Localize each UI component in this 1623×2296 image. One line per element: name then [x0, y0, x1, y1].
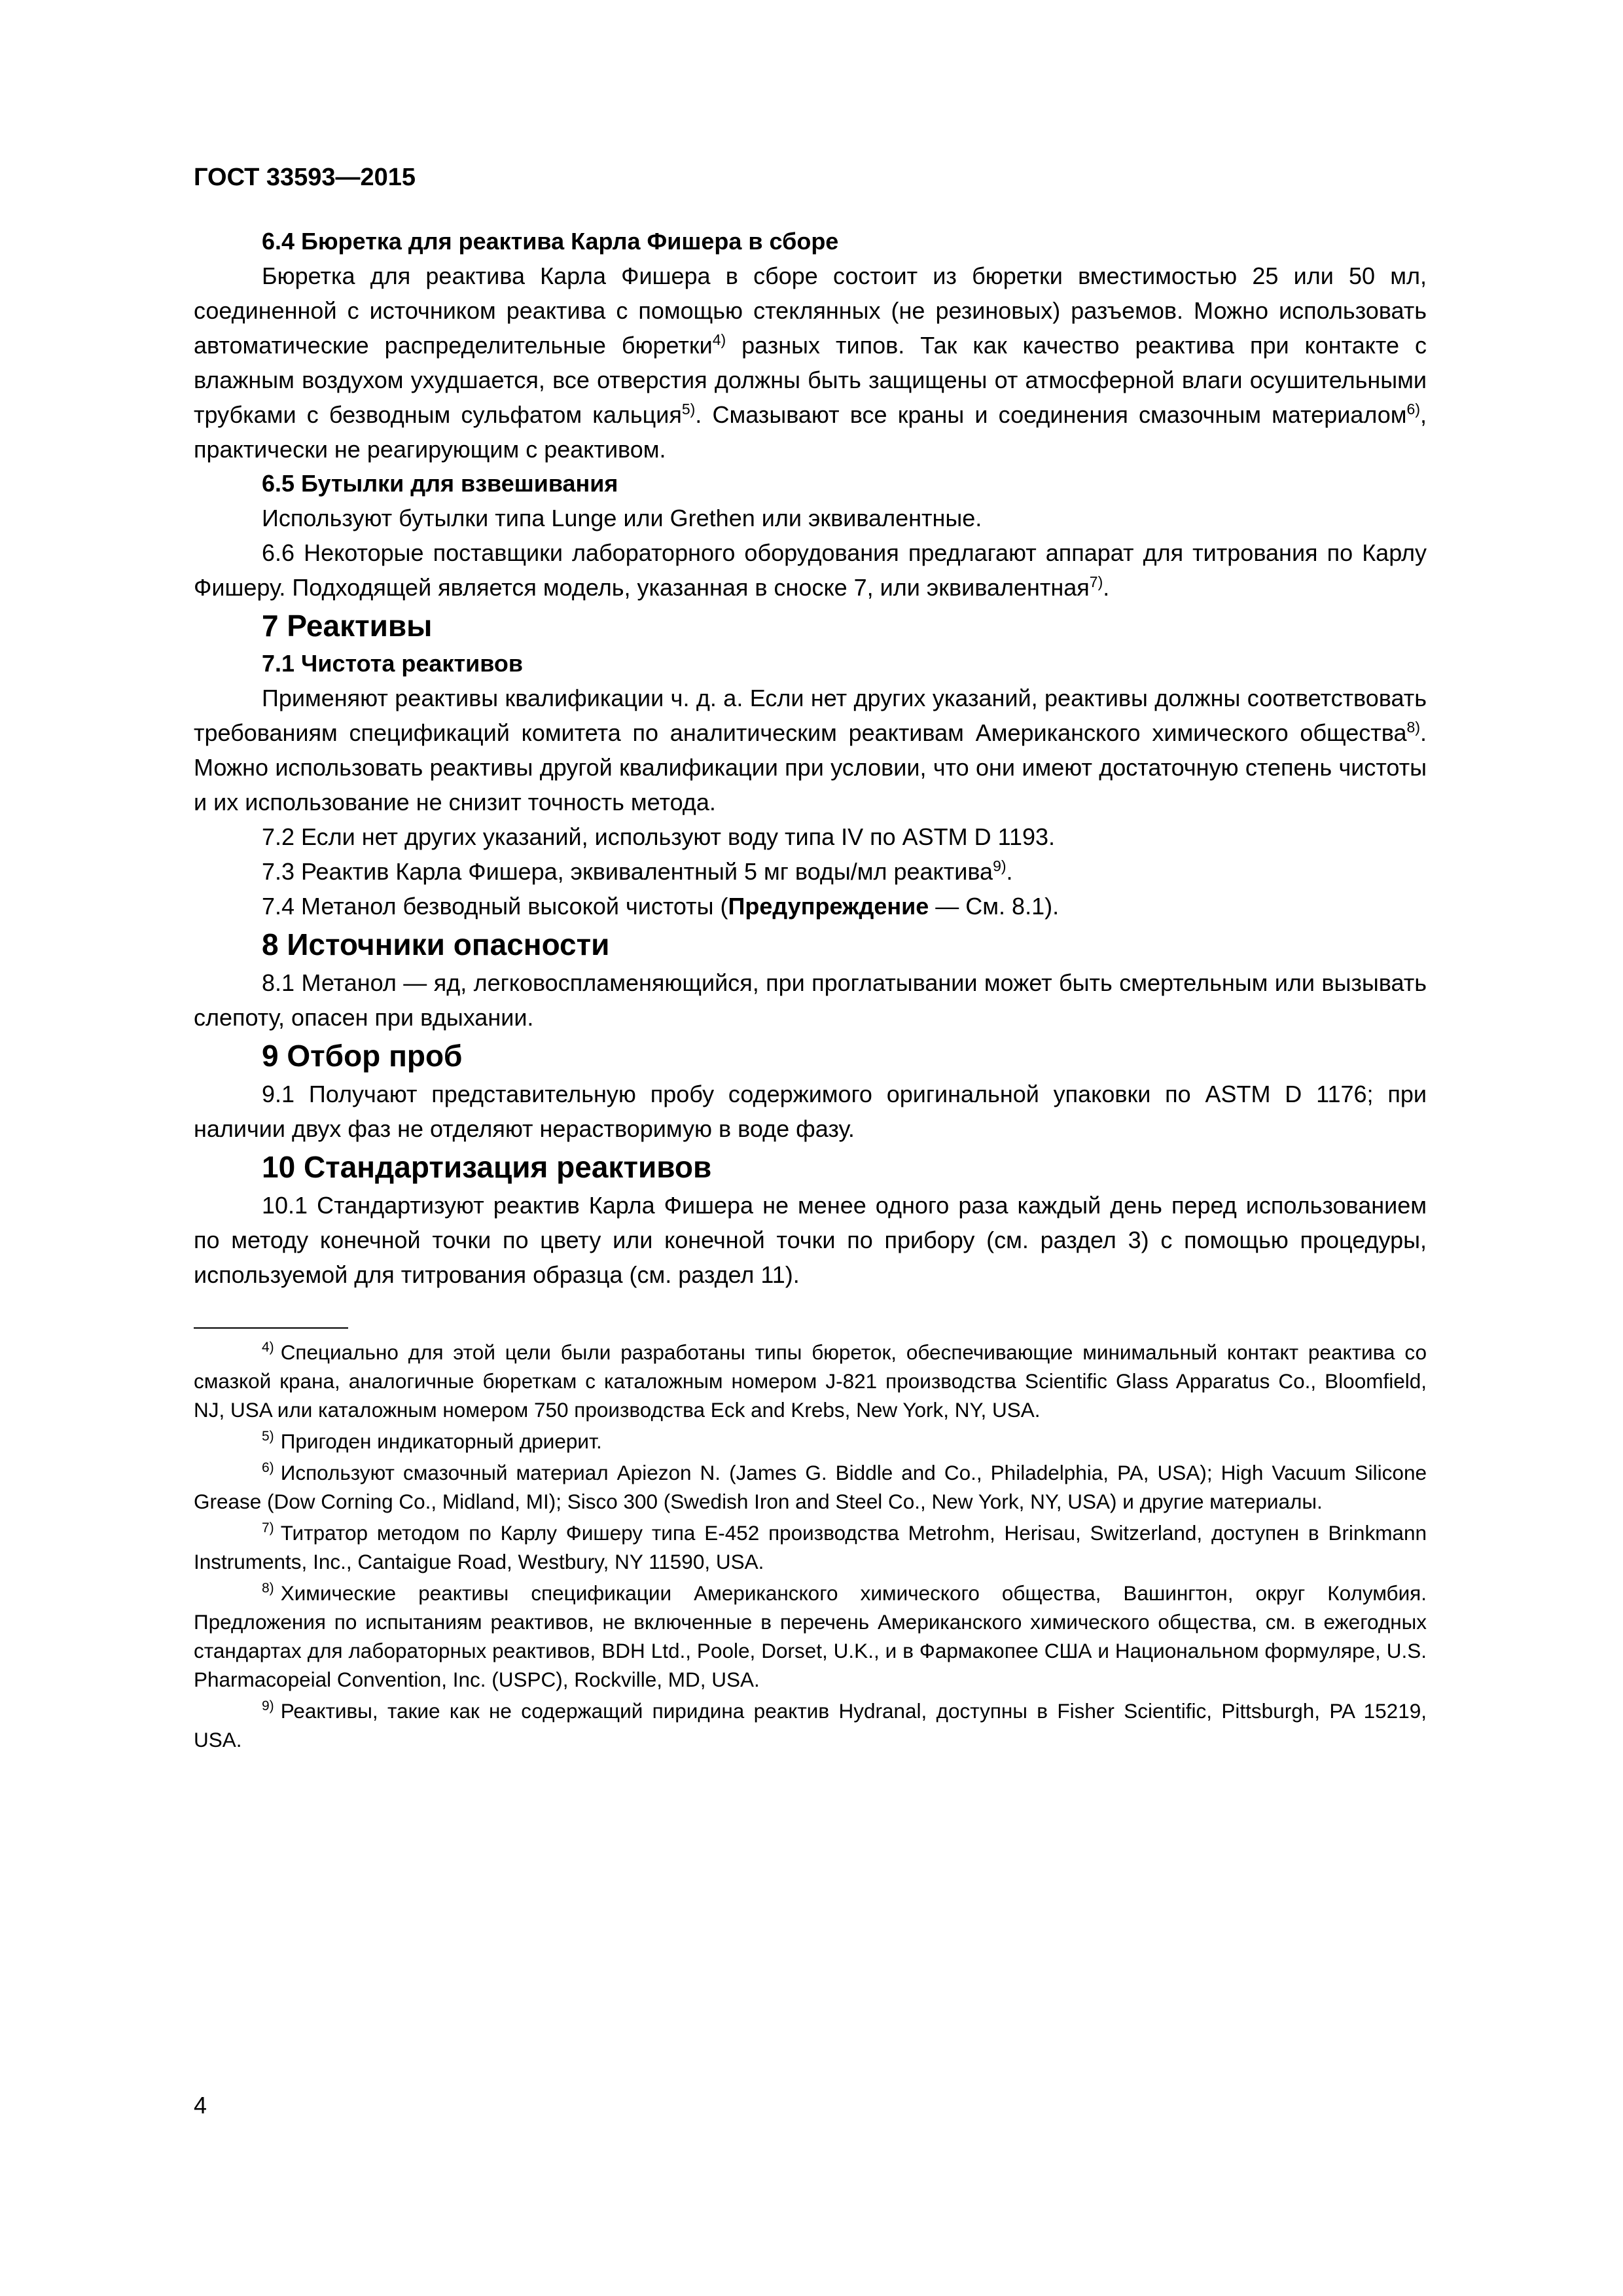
section-6-5-paragraph: Используют бутылки типа Lunge или Grethen или эквивалентные. [262, 505, 982, 531]
footnote-9: $^{9)}$ Реактивы, такие как не содержащий пиридина реактив Hydranal, доступны в Fisher Scientific, Pittsburgh, PA 15219, USA. [194, 1698, 1427, 1751]
footnote-ref-9: 9) [993, 857, 1007, 874]
document-id-header: ГОСТ 33593—2015 [194, 164, 416, 191]
section-9-heading: 9 Отбор проб [262, 1039, 463, 1073]
footnotes [194, 1338, 1427, 1754]
footnote-5: $^{5)}$ Пригоден индикаторный дриерит. [262, 1429, 602, 1453]
section-8-heading: 8 Источники опасности [262, 927, 610, 961]
footnote-6: $^{6)}$ Используют смазочный материал Apiezon N. (James G. Biddle and Co., Philadelphia, PA, USA); High Vacuum Silicone Grease (Dow Corning Co., Midland, MI); Sisco 300 (Swedish Iron and Steel Co., New York, NY, USA) и другие материалы. [194, 1460, 1427, 1513]
footnote-ref-8: 8) [1406, 719, 1420, 736]
footnote-ref-6: 6) [1406, 401, 1420, 418]
section-7-1-paragraph: Применяют реактивы квалификации ч. д. а. Если нет других указаний, реактивы должны соответствовать требованиям спецификаций комитета по аналитическим реактивам Американского химического общества$^{8)}$. Можно использовать реактивы другой квалификации при условии, что они имеют достаточную степень чистоты и их использование не снизит точность метода. [194, 685, 1427, 816]
warning-label: Предупреждение [728, 893, 929, 920]
section-7-3-paragraph: 7.3 Реактив Карла Фишера, эквивалентный 5 мг воды/мл реактива$^{9)}$. [262, 857, 1013, 885]
section-7-4-paragraph: 7.4 Метанол безводный высокой чистоты (Предупреждение — См. 8.1). [262, 893, 1060, 920]
footnote-4: $^{4)}$ Специально для этой цели были разработаны типы бюреток, обеспечивающие минимальный контакт реактива со смазкой крана, аналогичные бюреткам с каталожным номером J-821 производства Scientific Glass Apparatus Co., Bloomfield, NJ, USA или каталожным номером 750 производства Eck and Krebs, New York, NY, USA. [194, 1340, 1427, 1422]
section-10-1-paragraph: 10.1 Стандартизуют реактив Карла Фишера не менее одного раза каждый день перед использованием по методу конечной точки по цвету или конечной точки по прибору (см. раздел 3) с помощью процедуры, используемой для титрования образца (см. раздел 11). [194, 1192, 1427, 1288]
footnote-ref-7: 7) [1089, 573, 1103, 590]
section-8-1-paragraph: 8.1 Метанол — яд, легковоспламеняющийся, при проглатывании может быть смертельным или вызывать слепоту, опасен при вдыхании. [194, 969, 1427, 1031]
section-6-4-paragraph: Бюретка для реактива Карла Фишера в сборе состоит из бюретки вместимостью 25 или 50 мл, соединенной с источником реактива с помощью стеклянных (не резиновых) разъемов. Можно использовать автоматические распределительные бюретки$^{4)}$ разных типов. Так как качество реактива при контакте с влажным воздухом ухудшается, все отверстия должны быть защищены от атмосферной влаги осушительными трубками с безводным сульфатом кальция$^{5)}$. Смазывают все краны и соединения смазочным материалом$^{6)}$, практически не реагирующим с реактивом. [194, 262, 1427, 463]
section-7-2-paragraph: 7.2 Если нет других указаний, используют воду типа IV по ASTM D 1193. [262, 823, 1056, 850]
section-6-6-paragraph: 6.6 Некоторые поставщики лабораторного оборудования предлагают аппарат для титрования по Карлу Фишеру. Подходящей является модель, указанная в сноске 7, или эквивалентная$^{7)}$. [194, 539, 1427, 601]
footnote-8: $^{8)}$ Химические реактивы спецификации Американского химического общества, Вашингтон, округ Колумбия. Предложения по испытаниям реактивов, не включенные в перечень Американского химического общества, см. в ежегодных стандартах для лабораторных реактивов, BDH Ltd., Poole, Dorset, U.K., и в Фармакопее США и Национальном формуляре, U.S. Pharmacopeial Convention, Inc. (USPC), Rockville, MD, USA. [194, 1581, 1427, 1691]
footnote-ref-4: 4) [712, 331, 726, 348]
section-10-heading: 10 Стандартизация реактивов [262, 1150, 712, 1184]
section-7-heading: 7 Реактивы [262, 609, 433, 643]
section-6-5-heading: 6.5 Бутылки для взвешивания [262, 470, 618, 497]
document-page [194, 164, 1427, 1757]
section-6-4-heading: 6.4 Бюретка для реактива Карла Фишера в сборе [262, 228, 839, 255]
footnote-divider [194, 1327, 348, 1329]
section-7-1-heading: 7.1 Чистота реактивов [262, 650, 523, 677]
page-number: 4 [194, 2092, 207, 2119]
footnote-7: $^{7)}$ Титратор методом по Карлу Фишеру типа E-452 производства Metrohm, Herisau, Switzerland, доступен в Brinkmann Instruments, Inc., Cantaigue Road, Westbury, NY 11590, USA. [194, 1520, 1427, 1573]
footnote-ref-5: 5) [681, 401, 696, 418]
section-9-1-paragraph: 9.1 Получают представительную пробу содержимого оригинальной упаковки по ASTM D 1176; при наличии двух фаз не отделяют нерастворимую в воде фазу. [194, 1081, 1427, 1142]
